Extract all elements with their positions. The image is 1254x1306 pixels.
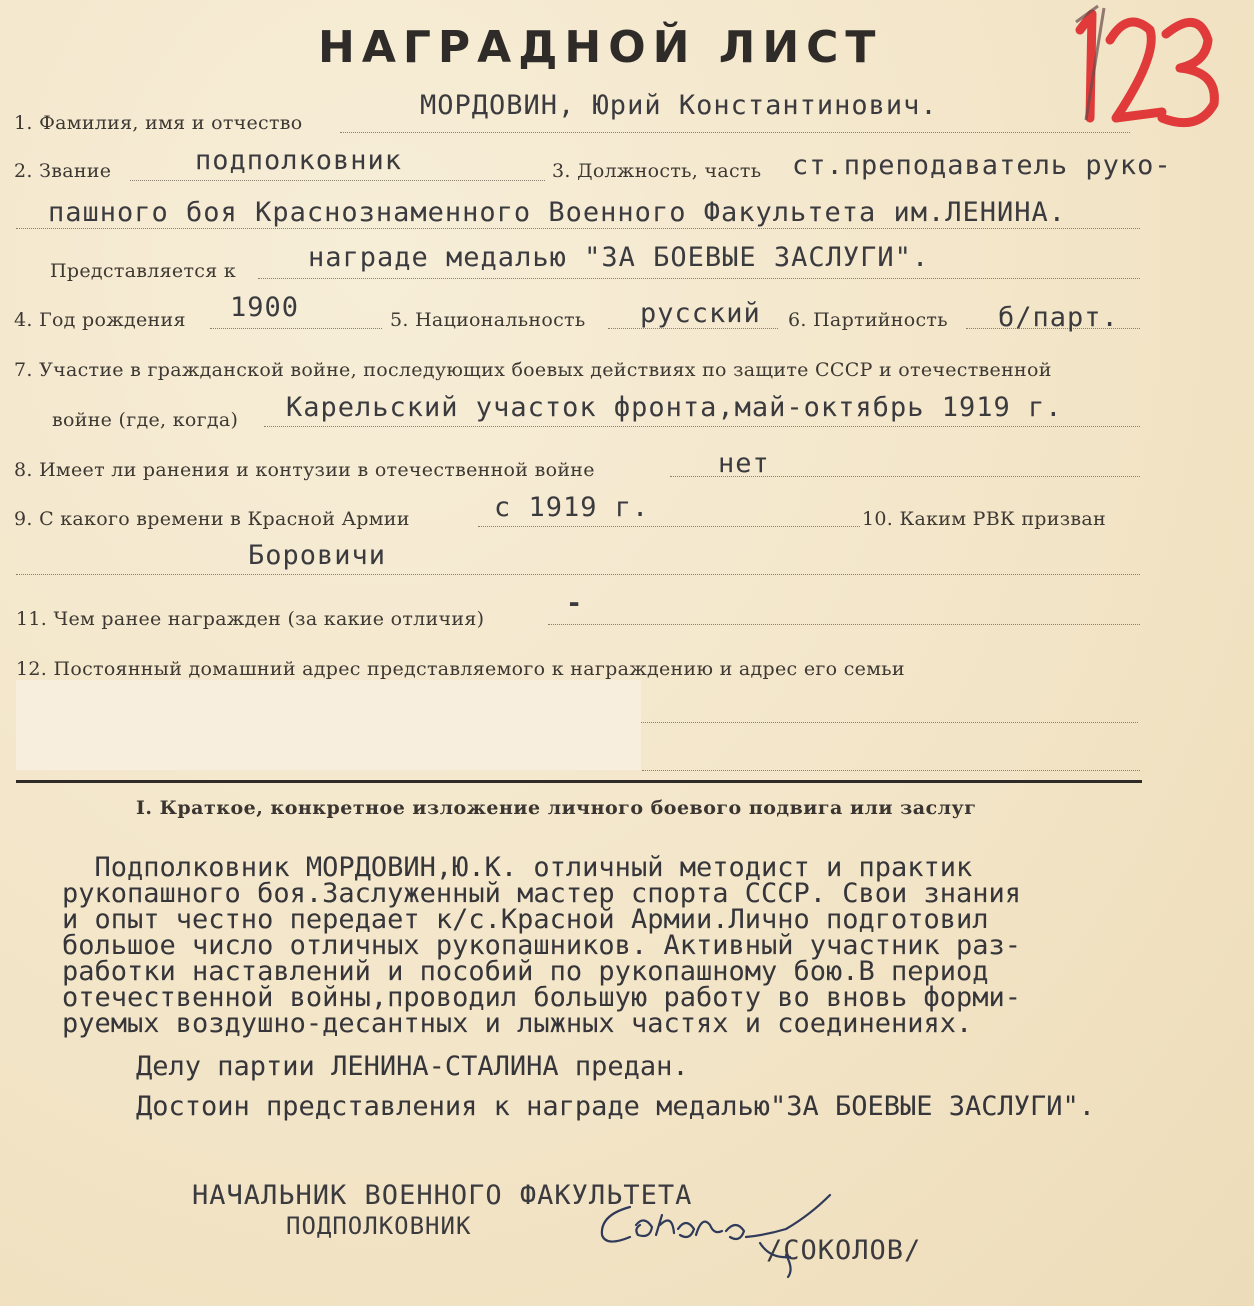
field-2-label: 2. Звание bbox=[14, 160, 112, 182]
field-6-value: б/парт. bbox=[998, 302, 1119, 333]
document-title: НАГРАДНОЙ ЛИСТ bbox=[318, 22, 883, 73]
body-line: руемых воздушно-десантных и лыжных частях и соединениях. bbox=[62, 1008, 973, 1039]
field-7-label-line1: 7. Участие в гражданской войне, последующих боевых действиях по защите СССР и отечественной bbox=[14, 359, 1052, 381]
body-line: рукопашного боя.Заслуженный мастер спорта СССР. Свои знания bbox=[62, 878, 1022, 909]
field-11-line bbox=[548, 624, 1140, 625]
field-6-label: 6. Партийность bbox=[788, 309, 948, 331]
nomination-label: Представляется к bbox=[50, 260, 237, 282]
field-9-value: с 1919 г. bbox=[494, 492, 650, 523]
field-1-label: 1. Фамилия, имя и отчество bbox=[14, 112, 303, 134]
field-1-line bbox=[340, 132, 1130, 133]
field-11-label: 11. Чем ранее награжден (за какие отличия) bbox=[16, 608, 485, 630]
field-7-label-line2: войне (где, когда) bbox=[52, 409, 239, 431]
field-4-label: 4. Год рождения bbox=[14, 309, 186, 331]
field-3-label: 3. Должность, часть bbox=[552, 160, 762, 182]
field-9-line bbox=[478, 526, 860, 527]
nomination-line bbox=[258, 278, 1140, 279]
field-3-line bbox=[16, 228, 1140, 229]
body-line: большое число отличных рукопашников. Активный участник раз- bbox=[62, 930, 1022, 961]
field-8-value: нет bbox=[718, 448, 770, 479]
field-10-value: Боровичи bbox=[248, 540, 387, 571]
field-5-value: русский bbox=[640, 298, 761, 329]
field-11-value: - bbox=[566, 588, 584, 619]
closing-line-2: Достоин представления к награде медалью"ЗА БОЕВЫЕ ЗАСЛУГИ". bbox=[136, 1091, 1096, 1122]
field-2-line bbox=[130, 180, 545, 181]
signatory-position: НАЧАЛЬНИК ВОЕННОГО ФАКУЛЬТЕТА bbox=[192, 1180, 693, 1211]
field-10-line bbox=[16, 574, 1140, 575]
body-line: отечественной войны,проводил большую работу во вновь форми- bbox=[62, 982, 1022, 1013]
field-10-label: 10. Каким РВК призван bbox=[862, 508, 1106, 530]
handwritten-page-number bbox=[1058, 0, 1228, 140]
body-line: работки наставлений и пособий по рукопашному бою.В период bbox=[62, 956, 989, 987]
field-8-label: 8. Имеет ли ранения и контузии в отечественной войне bbox=[14, 459, 595, 481]
field-7-line bbox=[264, 426, 1140, 427]
field-7-value: Карельский участок фронта,май-октябрь 1919 г. bbox=[286, 392, 1063, 423]
closing-line-1: Делу партии ЛЕНИНА-СТАЛИНА предан. bbox=[136, 1051, 689, 1082]
field-12-label: 12. Постоянный домашний адрес представляемого к награждению и адрес его семьи bbox=[16, 658, 905, 680]
field-4-value: 1900 bbox=[230, 292, 300, 323]
redacted-area bbox=[16, 680, 641, 770]
field-4-line bbox=[210, 328, 382, 329]
field-3-value-line1: ст.преподаватель руко- bbox=[792, 150, 1172, 181]
handwritten-signature bbox=[590, 1185, 850, 1285]
nomination-value: награде медалью "ЗА БОЕВЫЕ ЗАСЛУГИ". bbox=[308, 242, 930, 273]
section-heading: I. Краткое, конкретное изложение личного боевого подвига или заслуг bbox=[136, 797, 977, 819]
body-line: Подполковник МОРДОВИН,Ю.К. отличный методист и практик bbox=[62, 852, 973, 883]
section-divider bbox=[16, 780, 1142, 783]
field-1-value: МОРДОВИН, Юрий Константинович. bbox=[420, 90, 938, 121]
field-9-label: 9. С какого времени в Красной Армии bbox=[14, 508, 410, 530]
field-5-label: 5. Национальность bbox=[390, 309, 586, 331]
body-line: и опыт честно передает к/с.Красной Армии.Лично подготовил bbox=[62, 904, 989, 935]
signatory-name: /СОКОЛОВ/ bbox=[766, 1235, 922, 1266]
signatory-rank: ПОДПОЛКОВНИК bbox=[286, 1212, 472, 1240]
field-2-value: подполковник bbox=[195, 145, 403, 176]
field-3-value-line2: пашного боя Краснознаменного Военного Факультета им.ЛЕНИНА. bbox=[48, 197, 1067, 228]
body-paragraph bbox=[62, 852, 1022, 1039]
field-12-line-2 bbox=[642, 770, 1140, 771]
